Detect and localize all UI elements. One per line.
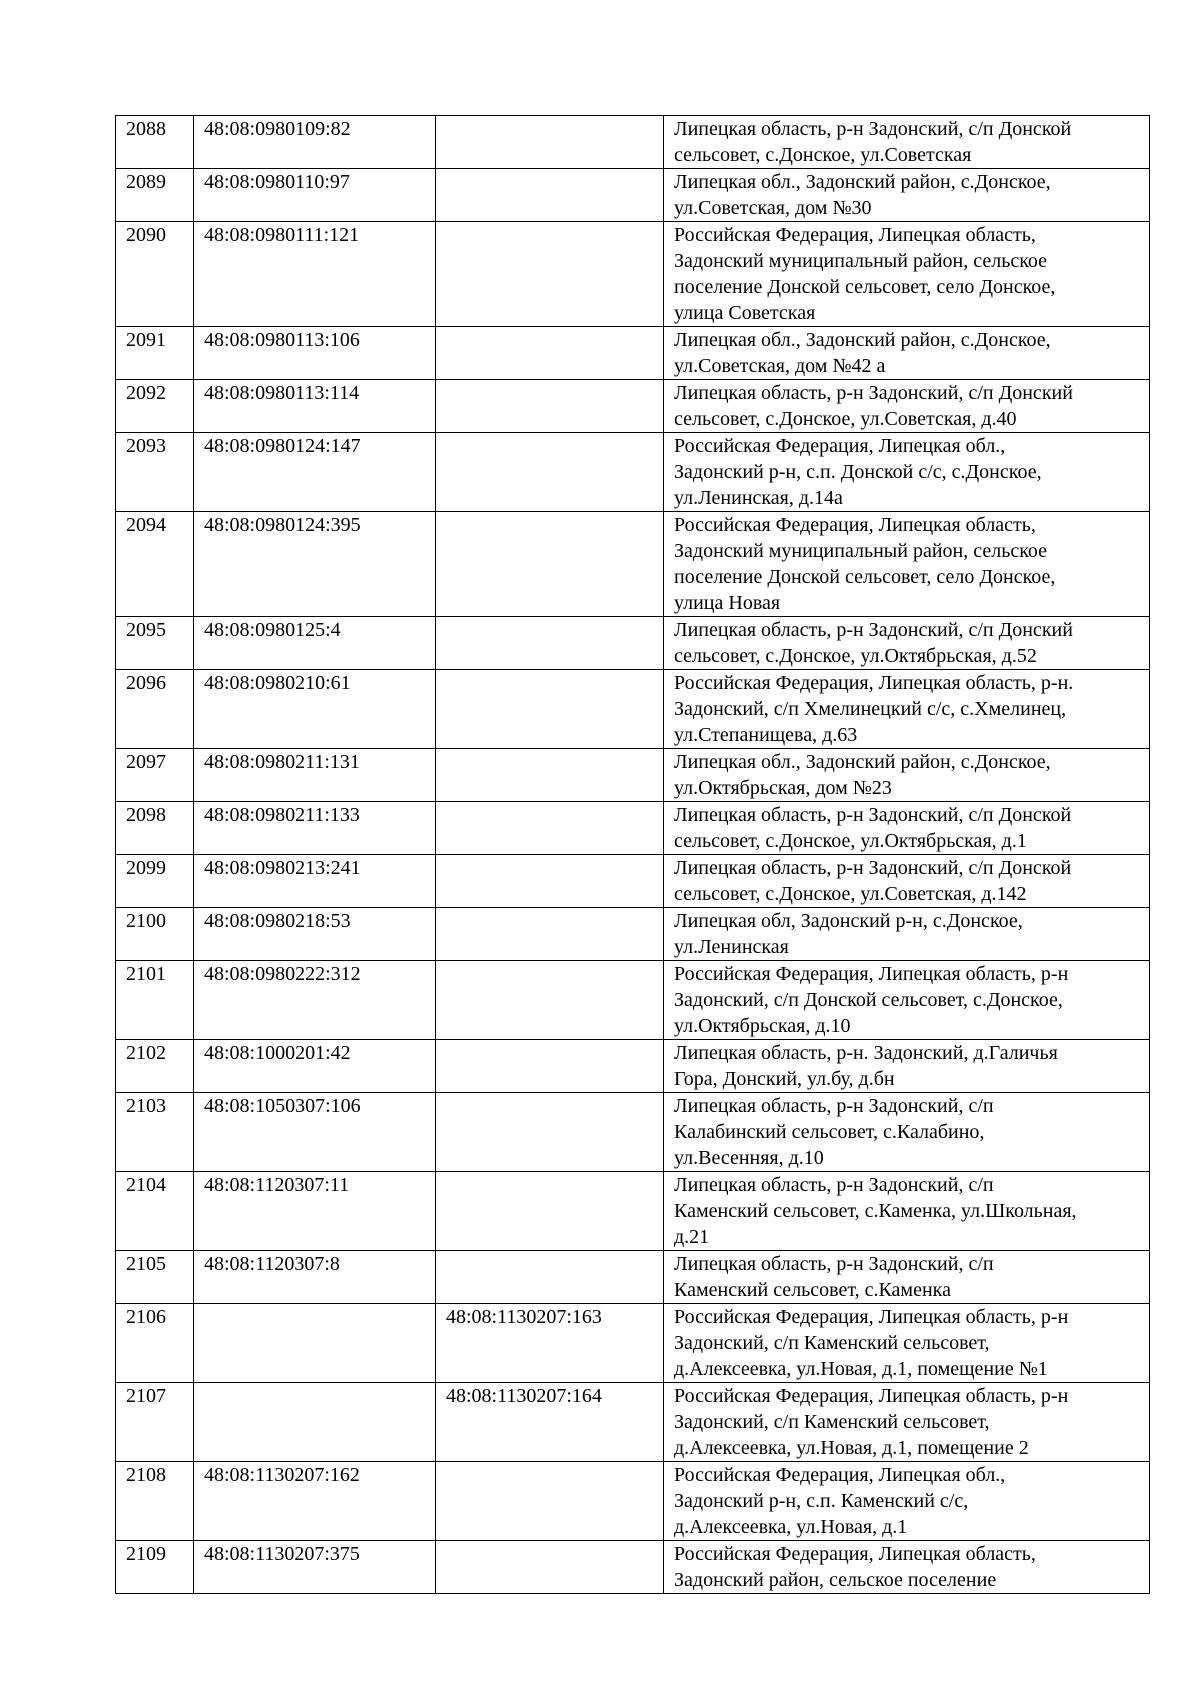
- cadastral-number: 48:08:0980222:312: [194, 961, 436, 1040]
- address: Липецкая область, р-н Задонский, с/п Донский сельсовет, с.Донское, ул.Октябрьская, д.52: [664, 617, 1150, 670]
- cadastral-number: 48:08:0980211:131: [194, 749, 436, 802]
- premises-cadastral-number: [436, 1462, 664, 1541]
- premises-cadastral-number: [436, 1040, 664, 1093]
- table-row: [116, 512, 1150, 617]
- premises-cadastral-number: [436, 670, 664, 749]
- table-row: [116, 1251, 1150, 1304]
- table-row: [116, 327, 1150, 380]
- premises-cadastral-number: [436, 1172, 664, 1251]
- address: Липецкая обл, Задонский р-н, с.Донское, ул.Ленинская: [664, 908, 1150, 961]
- table-row: [116, 1541, 1150, 1594]
- address: Российская Федерация, Липецкая область, Задонский район, сельское поселение: [664, 1541, 1150, 1594]
- table-row: [116, 802, 1150, 855]
- cadastral-number: 48:08:0980213:241: [194, 855, 436, 908]
- row-number: 2095: [116, 617, 194, 670]
- table-row: [116, 617, 1150, 670]
- address: Российская Федерация, Липецкая область, р-н Задонский, с/п Каменский сельсовет, д.Алексеевка, ул.Новая, д.1, помещение 2: [664, 1383, 1150, 1462]
- table-row: [116, 433, 1150, 512]
- row-number: 2102: [116, 1040, 194, 1093]
- table-row: [116, 222, 1150, 327]
- row-number: 2089: [116, 169, 194, 222]
- row-number: 2096: [116, 670, 194, 749]
- cadastral-number: 48:08:0980218:53: [194, 908, 436, 961]
- premises-cadastral-number: [436, 1541, 664, 1594]
- premises-cadastral-number: [436, 1093, 664, 1172]
- cadastral-number: 48:08:1000201:42: [194, 1040, 436, 1093]
- table-row: [116, 1093, 1150, 1172]
- table-row: [116, 116, 1150, 169]
- table-row: [116, 749, 1150, 802]
- address: Российская Федерация, Липецкая область, Задонский муниципальный район, сельское поселение Донской сельсовет, село Донское, улица Советская: [664, 222, 1150, 327]
- premises-cadastral-number: [436, 380, 664, 433]
- cadastral-number: 48:08:0980109:82: [194, 116, 436, 169]
- address: Липецкая обл., Задонский район, с.Донское, ул.Октябрьская, дом №23: [664, 749, 1150, 802]
- cadastral-number: 48:08:0980211:133: [194, 802, 436, 855]
- premises-cadastral-number: [436, 1251, 664, 1304]
- row-number: 2098: [116, 802, 194, 855]
- cadastral-number: 48:08:0980113:114: [194, 380, 436, 433]
- address: Липецкая область, р-н Задонский, с/п Донский сельсовет, с.Донское, ул.Советская, д.40: [664, 380, 1150, 433]
- row-number: 2092: [116, 380, 194, 433]
- row-number: 2104: [116, 1172, 194, 1251]
- premises-cadastral-number: 48:08:1130207:163: [436, 1304, 664, 1383]
- cadastral-number: 48:08:1120307:11: [194, 1172, 436, 1251]
- premises-cadastral-number: 48:08:1130207:164: [436, 1383, 664, 1462]
- address: Липецкая обл., Задонский район, с.Донское, ул.Советская, дом №42 а: [664, 327, 1150, 380]
- row-number: 2101: [116, 961, 194, 1040]
- table-row: [116, 1462, 1150, 1541]
- cadastral-number: 48:08:1050307:106: [194, 1093, 436, 1172]
- premises-cadastral-number: [436, 222, 664, 327]
- premises-cadastral-number: [436, 802, 664, 855]
- table-row: [116, 1172, 1150, 1251]
- address: Российская Федерация, Липецкая область, р-н. Задонский, с/п Хмелинецкий с/с, с.Хмелинец, ул.Степанищева, д.63: [664, 670, 1150, 749]
- cadastral-number: 48:08:0980210:61: [194, 670, 436, 749]
- premises-cadastral-number: [436, 327, 664, 380]
- cadastral-number: 48:08:1130207:162: [194, 1462, 436, 1541]
- address: Липецкая область, р-н Задонский, с/п Калабинский сельсовет, с.Калабино, ул.Весенняя, д.10: [664, 1093, 1150, 1172]
- row-number: 2108: [116, 1462, 194, 1541]
- premises-cadastral-number: [436, 169, 664, 222]
- row-number: 2105: [116, 1251, 194, 1304]
- premises-cadastral-number: [436, 855, 664, 908]
- row-number: 2109: [116, 1541, 194, 1594]
- address: Липецкая область, р-н Задонский, с/п Донской сельсовет, с.Донское, ул.Октябрьская, д.1: [664, 802, 1150, 855]
- premises-cadastral-number: [436, 749, 664, 802]
- premises-cadastral-number: [436, 908, 664, 961]
- premises-cadastral-number: [436, 961, 664, 1040]
- cadastral-number: 48:08:0980125:4: [194, 617, 436, 670]
- cadastral-number: [194, 1304, 436, 1383]
- cadastral-number: 48:08:1130207:375: [194, 1541, 436, 1594]
- address: Липецкая обл., Задонский район, с.Донское, ул.Советская, дом №30: [664, 169, 1150, 222]
- row-number: 2106: [116, 1304, 194, 1383]
- address: Липецкая область, р-н Задонский, с/п Донской сельсовет, с.Донское, ул.Советская: [664, 116, 1150, 169]
- premises-cadastral-number: [436, 512, 664, 617]
- row-number: 2090: [116, 222, 194, 327]
- cadastral-number: 48:08:0980113:106: [194, 327, 436, 380]
- row-number: 2099: [116, 855, 194, 908]
- address: Липецкая область, р-н. Задонский, д.Галичья Гора, Донский, ул.бу, д.бн: [664, 1040, 1150, 1093]
- cadastral-number: 48:08:0980111:121: [194, 222, 436, 327]
- table-row: [116, 1040, 1150, 1093]
- address: Российская Федерация, Липецкая область, р-н Задонский, с/п Донской сельсовет, с.Донское, ул.Октябрьская, д.10: [664, 961, 1150, 1040]
- address: Российская Федерация, Липецкая обл., Задонский р-н, с.п. Каменский с/с, д.Алексеевка, ул.Новая, д.1: [664, 1462, 1150, 1541]
- table-row: [116, 908, 1150, 961]
- table-row: [116, 855, 1150, 908]
- cadastral-number: 48:08:0980124:395: [194, 512, 436, 617]
- row-number: 2100: [116, 908, 194, 961]
- row-number: 2094: [116, 512, 194, 617]
- table-row: [116, 1304, 1150, 1383]
- table-row: [116, 961, 1150, 1040]
- table-row: [116, 1383, 1150, 1462]
- cadastral-number: 48:08:0980110:97: [194, 169, 436, 222]
- row-number: 2088: [116, 116, 194, 169]
- cadastral-number: 48:08:1120307:8: [194, 1251, 436, 1304]
- row-number: 2107: [116, 1383, 194, 1462]
- address: Российская Федерация, Липецкая область, Задонский муниципальный район, сельское поселение Донской сельсовет, село Донское, улица Новая: [664, 512, 1150, 617]
- cadastral-number: 48:08:0980124:147: [194, 433, 436, 512]
- cadastral-number: [194, 1383, 436, 1462]
- premises-cadastral-number: [436, 617, 664, 670]
- registry-table-body: [116, 116, 1150, 1594]
- table-row: [116, 169, 1150, 222]
- table-row: [116, 380, 1150, 433]
- row-number: 2103: [116, 1093, 194, 1172]
- premises-cadastral-number: [436, 433, 664, 512]
- row-number: 2097: [116, 749, 194, 802]
- row-number: 2093: [116, 433, 194, 512]
- address: Липецкая область, р-н Задонский, с/п Донской сельсовет, с.Донское, ул.Советская, д.142: [664, 855, 1150, 908]
- table-row: [116, 670, 1150, 749]
- address: Российская Федерация, Липецкая обл., Задонский р-н, с.п. Донской с/с, с.Донское, ул.Ленинская, д.14а: [664, 433, 1150, 512]
- row-number: 2091: [116, 327, 194, 380]
- address: Российская Федерация, Липецкая область, р-н Задонский, с/п Каменский сельсовет, д.Алексеевка, ул.Новая, д.1, помещение №1: [664, 1304, 1150, 1383]
- address: Липецкая область, р-н Задонский, с/п Каменский сельсовет, с.Каменка, ул.Школьная, д.21: [664, 1172, 1150, 1251]
- registry-table: [115, 115, 1150, 1594]
- premises-cadastral-number: [436, 116, 664, 169]
- address: Липецкая область, р-н Задонский, с/п Каменский сельсовет, с.Каменка: [664, 1251, 1150, 1304]
